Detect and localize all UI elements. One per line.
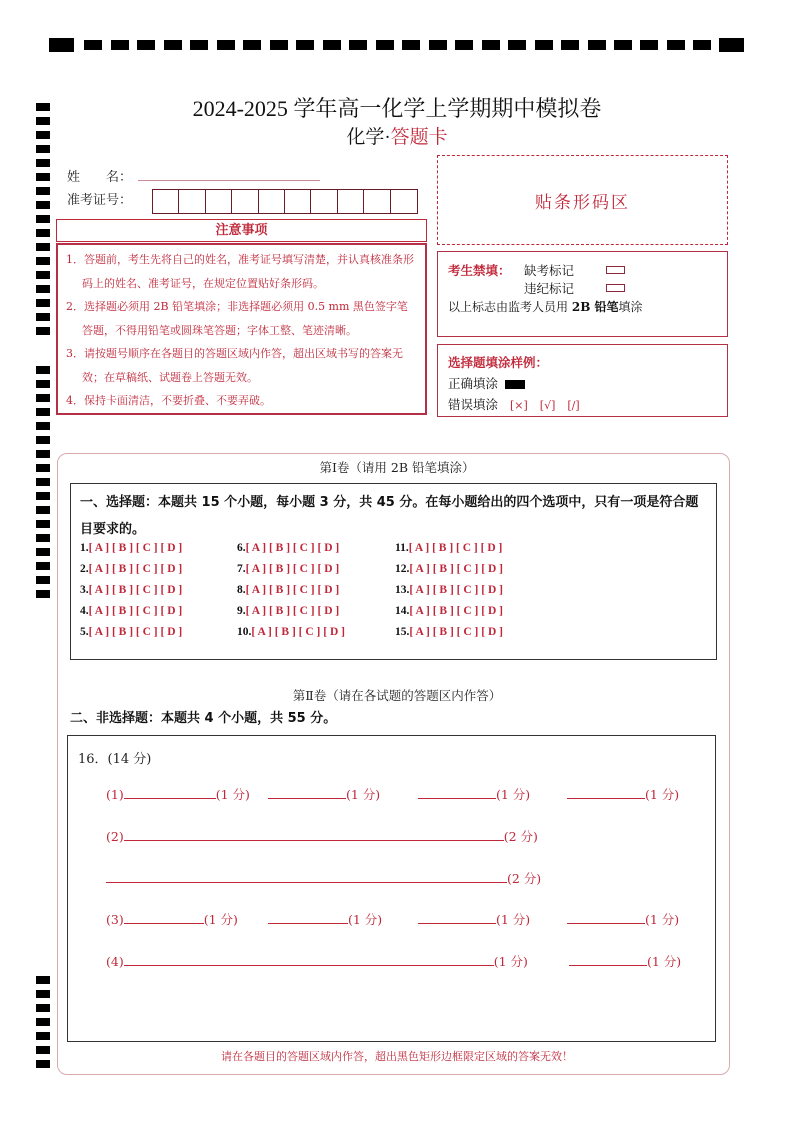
mc-question-row[interactable] [395, 622, 503, 643]
answer-3b [268, 910, 382, 928]
score-label: (1 分) [645, 912, 680, 927]
mc-question-row[interactable] [237, 559, 345, 580]
mc-question-row[interactable] [80, 601, 182, 622]
timing-mark [217, 40, 235, 50]
part-label: (1) [106, 787, 124, 802]
examiner-only-box [437, 251, 728, 337]
timing-mark [36, 478, 50, 486]
forbid-note-bold: 2B 铅笔 [571, 300, 619, 314]
answer-1d [567, 785, 679, 803]
answer-1b [268, 785, 380, 803]
mc-options[interactable]: [ A ] [ B ] [ C ] [ D ] [88, 542, 183, 554]
mc-options[interactable]: [ A ] [ B ] [ C ] [ D ] [88, 605, 183, 617]
id-digit-cell[interactable] [364, 190, 390, 213]
timing-mark [36, 1004, 50, 1012]
answer-blank[interactable] [106, 871, 507, 883]
timing-mark [429, 40, 447, 50]
note-item: 1．答题前，考生先将自己的姓名，准考证号填写清楚，并认真核准条形码上的姓名、准考证号，在规定位置贴好条形码。 [66, 253, 414, 290]
section2-title: 第Ⅱ卷（请在各试题的答题区内作答） [292, 688, 502, 703]
forbid-note-prefix: 以上标志由监考人员用 [448, 300, 569, 314]
timing-mark [270, 40, 288, 50]
score-label: (1 分) [647, 954, 682, 969]
answer-blank[interactable] [268, 787, 346, 799]
timing-mark [36, 1018, 50, 1026]
id-digit-cell[interactable] [311, 190, 337, 213]
mc-question-row[interactable] [237, 622, 345, 643]
mc-question-row[interactable] [80, 559, 182, 580]
timing-mark [36, 576, 50, 584]
answer-blank[interactable] [567, 787, 645, 799]
timing-mark [36, 229, 50, 237]
note-item: 3．请按题号顺序在各题目的答题区域内作答，超出区域书写的答案无效；在草稿纸、试题卷上答题无效。 [66, 347, 403, 384]
absent-mark-box[interactable] [606, 261, 625, 276]
answer-3c [418, 910, 530, 928]
mc-number: 4. [80, 605, 89, 617]
forbid-label: 考生禁填： [448, 263, 511, 278]
score-label: (1 分) [496, 787, 531, 802]
timing-mark [561, 40, 579, 50]
timing-mark [36, 271, 50, 279]
mc-options[interactable]: [ A ] [ B ] [ C ] [ D ] [245, 542, 340, 554]
mc-number: 6. [237, 542, 246, 554]
mc-number: 12. [395, 563, 410, 575]
answer-blank[interactable] [124, 954, 494, 966]
timing-mark [36, 366, 50, 374]
mc-options[interactable]: [ A ] [ B ] [ C ] [ D ] [409, 563, 503, 575]
id-digit-cell[interactable] [179, 190, 205, 213]
id-digit-cell[interactable] [391, 190, 417, 213]
barcode-area [437, 155, 728, 245]
answer-2b [106, 869, 541, 887]
id-digit-cell[interactable] [338, 190, 364, 213]
id-label: 准考证号： [67, 193, 133, 208]
mc-column-1 [80, 538, 182, 643]
score-label: (1 分) [346, 787, 381, 802]
name-label: 姓 名： [67, 170, 133, 185]
id-digit-cell[interactable] [206, 190, 232, 213]
timing-mark [614, 40, 632, 50]
mc-number: 11. [395, 542, 409, 554]
score-label: (1 分) [645, 787, 680, 802]
mc-question-row[interactable] [237, 580, 345, 601]
timing-mark [36, 257, 50, 265]
mc-column-2 [237, 538, 345, 643]
mc-number: 5. [80, 626, 89, 638]
mc-question-row[interactable] [237, 538, 345, 559]
score-label: (1 分) [215, 787, 250, 802]
forbid-row-1 [448, 261, 511, 279]
id-digit-cell[interactable] [259, 190, 285, 213]
score-label: (1 分) [493, 954, 528, 969]
timing-mark [36, 380, 50, 388]
name-input[interactable] [138, 180, 320, 181]
part-label: (4) [106, 954, 124, 969]
wrong-fill-row [448, 395, 580, 413]
mc-question-row[interactable] [80, 538, 182, 559]
timing-mark [667, 40, 685, 50]
timing-mark [36, 492, 50, 500]
score-label: (2 分) [507, 871, 542, 886]
timing-mark [508, 40, 526, 50]
timing-mark [190, 40, 208, 50]
fill-example-box [437, 344, 728, 417]
answer-3d [567, 910, 679, 928]
id-digit-cell[interactable] [153, 190, 179, 213]
answer-4b [569, 952, 681, 970]
section1-title: 第Ⅰ卷（请用 2B 铅笔填涂） [319, 460, 475, 475]
mc-number: 7. [237, 563, 246, 575]
timing-mark [36, 187, 50, 195]
timing-mark [36, 243, 50, 251]
wrong-mark-slash: [/] [567, 399, 580, 412]
answer-blank[interactable] [268, 912, 348, 924]
exam-id-input[interactable] [152, 189, 418, 214]
note-item: 2．选择题必须用 2B 铅笔填涂；非选择题必须用 0.5 mm 黑色签字笔答题，不得用铅笔或圆珠笔答题；字体工整、笔迹清晰。 [66, 300, 408, 337]
note-item: 4．保持卡面清洁，不要折叠、不要弄破。 [66, 394, 271, 407]
timing-mark [36, 215, 50, 223]
absent-label: 缺考标记 [524, 263, 575, 278]
timing-mark [36, 394, 50, 402]
mc-number: 8. [237, 584, 246, 596]
violation-label: 违纪标记 [524, 281, 575, 296]
part-label: (3) [106, 912, 124, 927]
mc-number: 3. [80, 584, 89, 596]
answer-area-warning: 请在各题目的答题区域内作答，超出黑色矩形边框限定区域的答案无效！ [221, 1050, 573, 1063]
timing-mark [535, 40, 553, 50]
mc-question-row[interactable] [395, 601, 503, 622]
mc-options[interactable]: [ A ] [ B ] [ C ] [ D ] [245, 563, 340, 575]
timing-mark [36, 590, 50, 598]
mc-options[interactable]: [ A ] [ B ] [ C ] [ D ] [409, 626, 503, 638]
forbid-note [448, 298, 643, 315]
answer-1c [418, 785, 530, 803]
mc-options[interactable]: [ A ] [ B ] [ C ] [ D ] [245, 584, 340, 596]
wrong-mark-cross: [×] [510, 399, 528, 412]
section1-intro: 一、选择题：本题共 15 个小题，每小题 3 分，共 45 分。在每小题给出的四个选项中，只有一项是符合题目要求的。 [80, 495, 699, 537]
correct-fill-label: 正确填涂 [448, 376, 499, 391]
timing-mark [36, 436, 50, 444]
timing-mark [49, 38, 74, 52]
mc-number: 15. [395, 626, 410, 638]
answer-blank[interactable] [418, 787, 496, 799]
timing-mark [36, 201, 50, 209]
timing-mark [640, 40, 658, 50]
mc-question-row[interactable] [395, 580, 503, 601]
timing-mark [36, 976, 50, 984]
answer-blank[interactable] [567, 912, 645, 924]
mc-number: 14. [395, 605, 410, 617]
timing-mark [36, 313, 50, 321]
timing-mark [164, 40, 182, 50]
answer-4a [106, 952, 528, 970]
timing-mark [36, 422, 50, 430]
timing-mark [36, 173, 50, 181]
answer-blank[interactable] [418, 912, 496, 924]
timing-mark [36, 506, 50, 514]
part-label: (2) [106, 829, 124, 844]
question-16-box [67, 735, 716, 1042]
score-label: (1 分) [348, 912, 383, 927]
fill-example-heading: 选择题填涂样例： [448, 355, 549, 370]
timing-mark [111, 40, 129, 50]
violation-mark-box[interactable] [606, 279, 625, 294]
answer-1a [106, 785, 250, 803]
timing-mark [36, 1032, 50, 1040]
page-title: 2024-2025 学年高一化学上学期期中模拟卷 [192, 96, 602, 121]
timing-mark [36, 408, 50, 416]
forbid-note-suffix: 填涂 [618, 300, 643, 314]
mc-question-row[interactable] [395, 538, 503, 559]
id-digit-cell[interactable] [285, 190, 311, 213]
score-label: (1 分) [203, 912, 238, 927]
timing-mark [243, 40, 261, 50]
section2-intro: 二、非选择题：本题共 4 个小题，共 55 分。 [70, 711, 337, 726]
id-digit-cell[interactable] [232, 190, 258, 213]
page-subtitle [0, 122, 794, 149]
timing-mark [36, 159, 50, 167]
answer-3a [106, 910, 238, 928]
mc-number: 13. [395, 584, 410, 596]
timing-mark [376, 40, 394, 50]
score-label: (2 分) [503, 829, 538, 844]
timing-mark [137, 40, 155, 50]
correct-fill-row [448, 374, 525, 392]
score-label: (1 分) [496, 912, 531, 927]
mc-options[interactable]: [ A ] [ B ] [ C ] [ D ] [88, 563, 183, 575]
mc-number: 1. [80, 542, 89, 554]
timing-mark [36, 548, 50, 556]
timing-mark [296, 40, 314, 50]
timing-mark [36, 562, 50, 570]
wrong-fill-label: 错误填涂 [448, 397, 499, 412]
mc-question-row[interactable] [237, 601, 345, 622]
answer-blank[interactable] [124, 787, 216, 799]
mc-column-3 [395, 538, 503, 643]
answer-blank[interactable] [124, 829, 504, 841]
answer-blank[interactable] [569, 954, 647, 966]
timing-mark [402, 40, 420, 50]
mc-options[interactable]: [ A ] [ B ] [ C ] [ D ] [251, 626, 345, 638]
timing-mark [349, 40, 367, 50]
timing-mark [719, 38, 744, 52]
answer-2a [106, 827, 538, 845]
mc-options[interactable]: [ A ] [ B ] [ C ] [ D ] [88, 584, 183, 596]
mc-number: 2. [80, 563, 89, 575]
mc-number: 10. [237, 626, 252, 638]
mc-question-row[interactable] [80, 580, 182, 601]
mc-options[interactable]: [ A ] [ B ] [ C ] [ D ] [408, 542, 503, 554]
mc-options[interactable]: [ A ] [ B ] [ C ] [ D ] [88, 626, 183, 638]
timing-mark [36, 285, 50, 293]
timing-mark [36, 299, 50, 307]
wrong-mark-check: [√] [539, 399, 556, 412]
barcode-label: 贴条形码区 [535, 192, 630, 213]
timing-mark [693, 40, 711, 50]
timing-mark [482, 40, 500, 50]
notes-heading: 注意事项 [56, 219, 427, 242]
timing-mark [36, 327, 50, 335]
mc-question-row[interactable] [80, 622, 182, 643]
notes-box [56, 243, 427, 415]
timing-mark [588, 40, 606, 50]
timing-mark [84, 40, 102, 50]
timing-mark [36, 534, 50, 542]
question-16-head: 16．(14 分) [78, 752, 152, 767]
answer-blank[interactable] [124, 912, 204, 924]
timing-mark [36, 520, 50, 528]
timing-mark [36, 990, 50, 998]
mc-question-row[interactable] [395, 559, 503, 580]
mc-options[interactable]: [ A ] [ B ] [ C ] [ D ] [409, 584, 503, 596]
subtitle-subject: 化学· [346, 127, 391, 148]
subtitle-card: 答题卡 [390, 127, 448, 148]
mc-options[interactable]: [ A ] [ B ] [ C ] [ D ] [409, 605, 503, 617]
timing-mark [36, 450, 50, 458]
mc-number: 9. [237, 605, 246, 617]
mc-options[interactable]: [ A ] [ B ] [ C ] [ D ] [245, 605, 340, 617]
correct-fill-mark [505, 380, 525, 389]
timing-mark [323, 40, 341, 50]
timing-mark [455, 40, 473, 50]
